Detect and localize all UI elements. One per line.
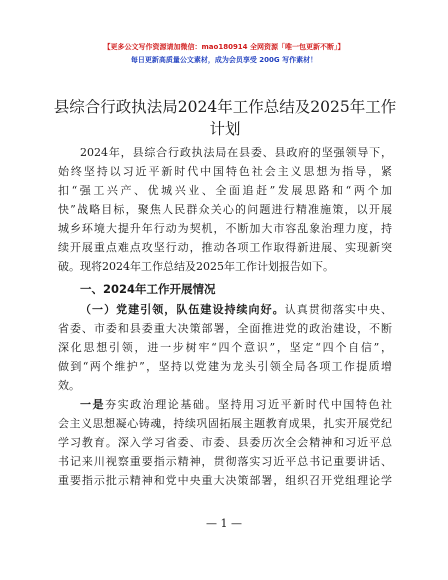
document-title: 县综合行政执法局2024年工作总结及2025年工作计划 [53,98,397,138]
section1-line: 效。 [58,379,80,392]
para2-line: 学习教育。深入学习省委、市委、县委历次全会精神和习近平总 [58,436,392,449]
intro-line: 2024年，县综合行政执法局在县委、县政府的坚强领导下， [80,146,392,159]
section1-first-rest: 认真贯彻落实中央、 [284,303,392,316]
section1-line: 做到“两个维护”，坚持以党建为龙头引领全局各项工作提质增 [58,360,392,373]
section1-line: 深化思想引领，进一步树牢“四个意识”，坚定“四个自信”， [58,341,392,354]
intro-line: 扣“强工兴产、优城兴业、全面追赶”发展思路和“两个加 [58,184,392,197]
para2-first-rest: 夯实政治理论基础。坚持用习近平新时代中国特色社 [105,398,392,411]
page-number: — 1 — [206,517,242,530]
intro-line: 城乡环境大提升年行动为契机，不断加大市容乱象治理力度，持 [58,222,392,235]
intro-line: 续开展重点难点攻坚行动，推动各项工作取得新进展、实现新突 [58,241,392,254]
section-heading-1: 一、2024年工作开展情况 [80,282,216,296]
para2-line: 会主义思想凝心铸魂，持续巩固拓展主题教育成果，扎实开展党纪 [58,417,392,430]
promo-banner-line-1: 【更多公文写作资源请加微信：mao180914 全网资源「唯一包更新不断」】 [103,43,345,51]
para2-line: 书记来川视察重要指示精神，贯彻落实习近平总书记重要讲话、 [58,455,392,468]
promo-banner-line-2: 每日更新高质量公文素材，成为会员享受 200G 写作素材！ [130,56,318,64]
section1-bold-lead: （一）党建引领，队伍建设持续向好。 [80,303,285,316]
section1-line: 省委、市委和县委重大决策部署，全面推进党的政治建设，不断 [58,322,392,335]
para2-line: 重要指示批示精神和党中央重大决策部署，组织召开党组理论学 [58,474,392,487]
intro-line: 始终坚持以习近平新时代中国特色社会主义思想为指导，紧 [58,165,392,178]
section1-line [80,303,392,317]
intro-line: 破。现将2024年工作总结及2025年工作计划报告如下。 [58,260,334,273]
para2-line [80,398,392,412]
para2-lead: 一是 [80,398,106,411]
intro-line: 快”战略目标，聚焦人民群众关心的问题进行精准施策，以开展 [58,203,392,216]
